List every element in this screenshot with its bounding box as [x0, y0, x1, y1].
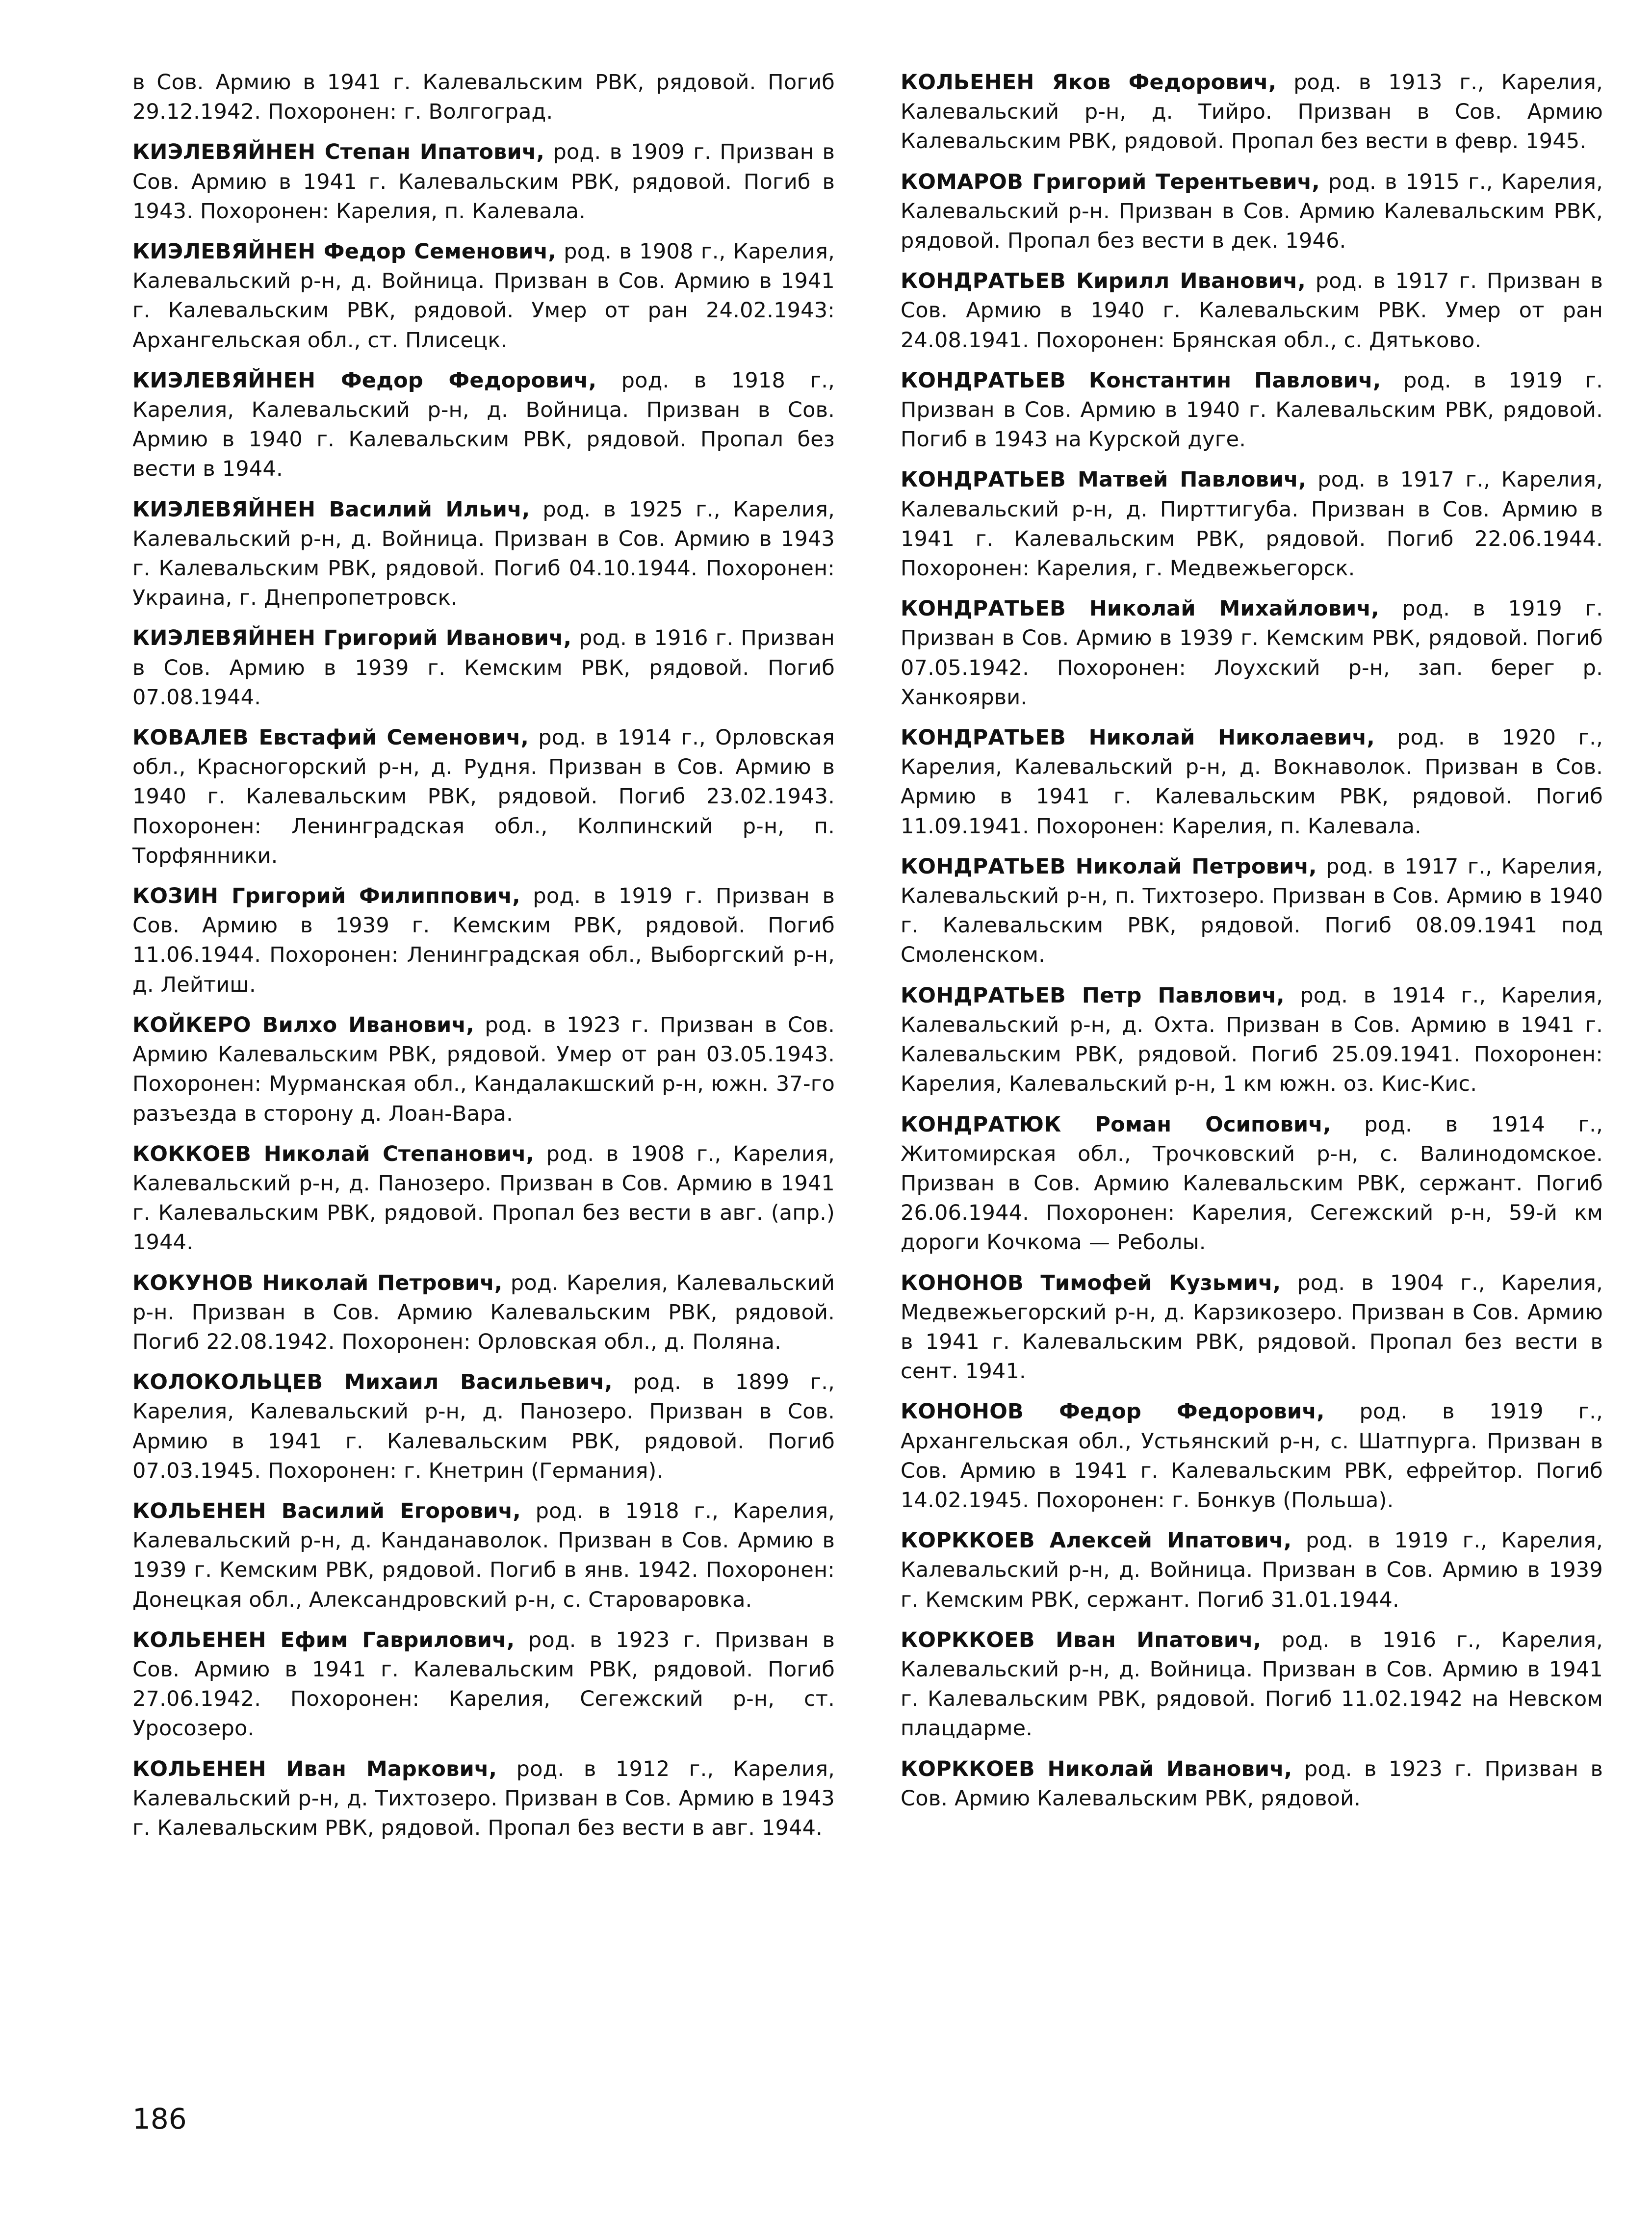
entry-name: КОЗИН Григорий Филиппович,	[132, 884, 520, 909]
entry-name: КОЛЬЕНЕН Иван Маркович,	[132, 1756, 497, 1781]
entry	[132, 1139, 835, 1258]
entry-text: род. в 1919 г., Карелия, Калевальский р-н, д. Войница. Призван в Сов. Армию в 1939 г. Кемским РВК, сержант. Погиб 31.01.1944.	[901, 1528, 1603, 1612]
entry-name: КОЛЬЕНЕН Василий Егорович,	[132, 1498, 521, 1523]
entry	[901, 981, 1603, 1099]
entry-text: род. в 1916 г., Карелия, Калевальский р-н, д. Войница. Призван в Сов. Армию в 1941 г. Калевальским РВК, рядовой. Погиб 11.02.1942 на Невском плацдарме.	[901, 1627, 1603, 1741]
entry-name: КОНДРАТЬЕВ Николай Петрович,	[901, 854, 1317, 879]
right-column	[901, 68, 1603, 1824]
entry-name: КОЙКЕРО Вилхо Иванович,	[132, 1012, 474, 1037]
entry-name: КОНДРАТЬЕВ Николай Михайлович,	[901, 596, 1379, 621]
entry-text: род. в 1914 г., Карелия, Калевальский р-н, д. Охта. Призван в Сов. Армию в 1941 г. Калевальским РВК, рядовой. Погиб 25.09.1941. Похоронен: Карелия, Калевальский р-н, 1 км южн. оз. Кис-Кис.	[901, 983, 1603, 1097]
entry-name: КИЭЛЕВЯЙНЕН Степан Ипатович,	[132, 140, 545, 165]
entry-text: род. в 1919 г., Архангельская обл., Устьянский р-н, с. Шатпурга. Призван в Сов. Армию в 1941 г. Калевальским РВК, ефрейтор. Погиб 14.02.1945. Похоронен: г. Бонкув (Польша).	[901, 1399, 1603, 1513]
entry	[132, 495, 835, 613]
entry	[132, 1010, 835, 1129]
entry	[901, 366, 1603, 455]
entry-text: род. в 1925 г., Карелия, Калевальский р-н, д. Войница. Призван в Сов. Армию в 1943 г. Калевальским РВК, рядовой. Погиб 04.10.1944. Похоронен: Украина, г. Днепропетровск.	[132, 497, 835, 611]
entry	[901, 1110, 1603, 1258]
entry-text: род. в 1914 г., Орловская обл., Красногорский р-н, д. Рудня. Призван в Сов. Армию в 1940 г. Калевальским РВК, рядовой. Погиб 23.02.1943. Похоронен: Ленинградская обл., Колпинский р-н, п. Торфянники.	[132, 725, 835, 868]
entry-text: род. в 1899 г., Карелия, Калевальский р-н, д. Панозеро. Призван в Сов. Армию в 1941 г. Калевальским РВК, рядовой. Погиб 07.03.1945. Похоронен: г. Кнетрин (Германия).	[132, 1370, 835, 1483]
entry-name: КОРККОЕВ Алексей Ипатович,	[901, 1528, 1292, 1553]
entry-name: КОНДРАТЮК Роман Осипович,	[901, 1112, 1331, 1137]
entry	[901, 1526, 1603, 1615]
entry-name: КИЭЛЕВЯЙНЕН Федор Федорович,	[132, 368, 597, 393]
entry	[901, 1268, 1603, 1387]
entry	[132, 237, 835, 355]
entry-name: КОВАЛЕВ Евстафий Семенович,	[132, 725, 529, 750]
entry	[901, 167, 1603, 256]
entry	[132, 1268, 835, 1357]
entry	[901, 266, 1603, 355]
entry	[901, 1754, 1603, 1813]
entry-text: род. в 1915 г., Карелия, Калевальский р-н. Призван в Сов. Армию Калевальским РВК, рядовой. Пропал без вести в дек. 1946.	[901, 169, 1603, 254]
entry-name: КОНДРАТЬЕВ Николай Николаевич,	[901, 725, 1375, 750]
entry	[901, 465, 1603, 583]
entry	[132, 68, 835, 127]
entry	[901, 594, 1603, 712]
entry-name: КОРККОЕВ Иван Ипатович,	[901, 1627, 1262, 1652]
entry	[132, 1496, 835, 1615]
left-column	[132, 68, 835, 1853]
entry-text: род. в 1914 г., Житомирская обл., Трочковский р-н, с. Валинодомское. Призван в Сов. Армию Калевальским РВК, сержант. Погиб 26.06.1944. Похоронен: Карелия, Сегежский р-н, 59-й км дороги Кочкома — Реболы.	[901, 1112, 1603, 1255]
entry-text: род. в 1908 г., Карелия, Калевальский р-н, д. Панозеро. Призван в Сов. Армию в 1941 г. Калевальским РВК, рядовой. Пропал без вести в авг. (апр.) 1944.	[132, 1141, 835, 1255]
entry-name: КОРККОЕВ Николай Иванович,	[901, 1756, 1292, 1781]
page-number: 186	[132, 2102, 187, 2136]
entry-text: род. в 1923 г. Призван в Сов. Армию в 1941 г. Калевальским РВК, рядовой. Погиб 27.06.1942. Похоронен: Карелия, Сегежский р-н, ст. Уросозеро.	[132, 1627, 835, 1741]
entry	[132, 881, 835, 1000]
entry-text: род. в 1909 г. Призван в Сов. Армию в 1941 г. Калевальским РВК, рядовой. Погиб в 1943. Похоронен: Карелия, п. Калевала.	[132, 140, 835, 224]
entry-name: КОНОНОВ Федор Федорович,	[901, 1399, 1325, 1424]
entry-text: род. в 1923 г. Призван в Сов. Армию Калевальским РВК, рядовой.	[901, 1756, 1603, 1811]
entry-text: род. в 1913 г., Карелия, Калевальский р-н, д. Тийро. Призван в Сов. Армию Калевальским РВК, рядовой. Пропал без вести в февр. 1945.	[901, 70, 1603, 154]
entry	[901, 723, 1603, 841]
entry-name: КОМАРОВ Григорий Терентьевич,	[901, 169, 1320, 194]
entry-text: род. в 1919 г. Призван в Сов. Армию в 1939 г. Кемским РВК, рядовой. Погиб 11.06.1944. Похоронен: Ленинградская обл., Выборгский р-н, д. Лейтиш.	[132, 884, 835, 997]
entry-name: КОНДРАТЬЕВ Кирилл Иванович,	[901, 269, 1306, 294]
entry-name: КОНОНОВ Тимофей Кузьмич,	[901, 1270, 1281, 1295]
entry-name: КИЭЛЕВЯЙНЕН Василий Ильич,	[132, 497, 530, 522]
entry-text: род. в 1918 г., Карелия, Калевальский р-н, д. Войница. Призван в Сов. Армию в 1940 г. Калевальским РВК, рядовой. Пропал без вести в 1944.	[132, 368, 835, 482]
entry-text: род. в 1919 г. Призван в Сов. Армию в 1939 г. Кемским РВК, рядовой. Погиб 07.05.1942. Похоронен: Лоухский р-н, зап. берег р. Ханкоярви.	[901, 596, 1603, 710]
entry-name: КОККОЕВ Николай Степанович,	[132, 1141, 535, 1166]
entry-text: род. в 1919 г. Призван в Сов. Армию в 1940 г. Калевальским РВК, рядовой. Погиб в 1943 на Курской дуге.	[901, 368, 1603, 452]
entry-name: КОНДРАТЬЕВ Константин Павлович,	[901, 368, 1381, 393]
entry-text: род. Карелия, Калевальский р-н. Призван в Сов. Армию Калевальским РВК, рядовой. Погиб 22.08.1942. Похоронен: Орловская обл., д. Поляна.	[132, 1270, 835, 1354]
entry-text: род. в 1904 г., Карелия, Медвежьегорский р-н, д. Карзикозеро. Призван в Сов. Армию в 1941 г. Калевальским РВК, рядовой. Пропал без вести в сент. 1941.	[901, 1270, 1603, 1384]
entry-text: род. в 1920 г., Карелия, Калевальский р-н, д. Вокнаволок. Призван в Сов. Армию в 1941 г. Калевальским РВК, рядовой. Погиб 11.09.1941. Похоронен: Карелия, п. Калевала.	[901, 725, 1603, 839]
entry-text: род. в 1917 г. Призван в Сов. Армию в 1940 г. Калевальским РВК. Умер от ран 24.08.1941. Похоронен: Брянская обл., с. Дятьково.	[901, 269, 1603, 353]
entry-text: род. в 1918 г., Карелия, Калевальский р-н, д. Канданаволок. Призван в Сов. Армию в 1939 г. Кемским РВК, рядовой. Погиб в янв. 1942. Похоронен: Донецкая обл., Александровский р-н, с. Староваровка.	[132, 1498, 835, 1612]
entry	[132, 623, 835, 712]
entry-text: в Сов. Армию в 1941 г. Калевальским РВК, рядовой. Погиб 29.12.1942. Похоронен: г. Волгоград.	[132, 70, 835, 125]
entry-name: КИЭЛЕВЯЙНЕН Федор Семенович,	[132, 239, 556, 264]
entry-name: КОЛОКОЛЬЦЕВ Михаил Васильевич,	[132, 1370, 613, 1395]
entry-text: род. в 1923 г. Призван в Сов. Армию Калевальским РВК, рядовой. Умер от ран 03.05.1943. Похоронен: Мурманская обл., Кандалакшский р-н, южн. 37-го разъезда в сторону д. Лоан-Вара.	[132, 1012, 835, 1126]
entry	[132, 1754, 835, 1843]
entry	[901, 1625, 1603, 1744]
entry	[132, 137, 835, 226]
entry-name: КИЭЛЕВЯЙНЕН Григорий Иванович,	[132, 626, 572, 651]
entry	[132, 1625, 835, 1744]
entry-text: род. в 1917 г., Карелия, Калевальский р-н, д. Пирттигуба. Призван в Сов. Армию в 1941 г. Калевальским РВК, рядовой. Погиб 22.06.1944. Похоронен: Карелия, г. Медвежьегорск.	[901, 467, 1603, 581]
entry-text: род. в 1917 г., Карелия, Калевальский р-н, п. Тихтозеро. Призван в Сов. Армию в 1940 г. Калевальским РВК, рядовой. Погиб 08.09.1941 под Смоленском.	[901, 854, 1603, 968]
entry	[132, 366, 835, 484]
entry-name: КОНДРАТЬЕВ Петр Павлович,	[901, 983, 1285, 1008]
entry	[132, 1367, 835, 1486]
entry-text: род. в 1916 г. Призван в Сов. Армию в 1939 г. Кемским РВК, рядовой. Погиб 07.08.1944.	[132, 626, 835, 710]
entry	[901, 68, 1603, 156]
entry-name: КОЛЬЕНЕН Яков Федорович,	[901, 70, 1277, 95]
entry-name: КОНДРАТЬЕВ Матвей Павлович,	[901, 467, 1307, 492]
entry-name: КОЛЬЕНЕН Ефим Гаврилович,	[132, 1627, 515, 1652]
entry-name: КОКУНОВ Николай Петрович,	[132, 1270, 503, 1295]
entry-text: род. в 1908 г., Карелия, Калевальский р-н, д. Войница. Призван в Сов. Армию в 1941 г. Калевальским РВК, рядовой. Умер от ран 24.02.1943: Архангельская обл., ст. Плисецк.	[132, 239, 835, 353]
entry-text: род. в 1912 г., Карелия, Калевальский р-н, д. Тихтозеро. Призван в Сов. Армию в 1943 г. Калевальским РВК, рядовой. Пропал без вести в авг. 1944.	[132, 1756, 835, 1840]
entry	[901, 1397, 1603, 1515]
entry	[901, 852, 1603, 970]
entry	[132, 723, 835, 871]
